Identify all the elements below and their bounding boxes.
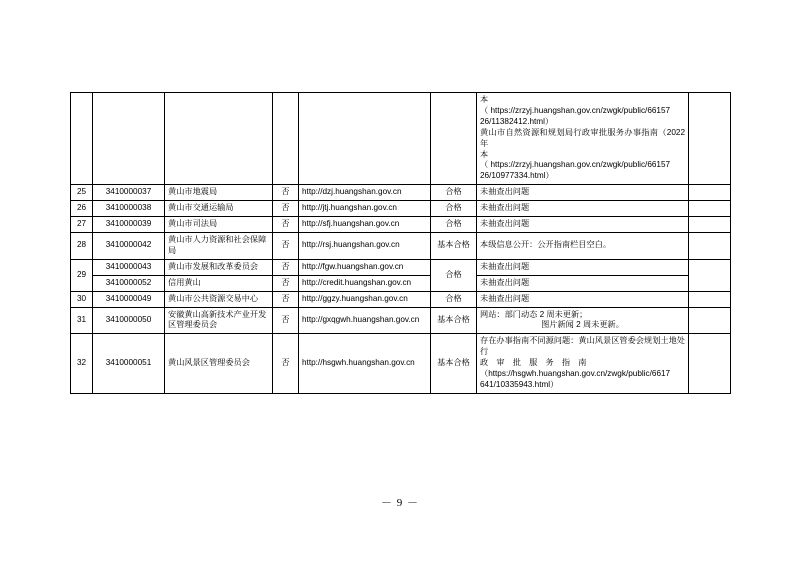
inspection-results-table-wrapper: [70, 92, 730, 394]
cell-last: [689, 232, 731, 259]
cell-note: 未抽查出问题: [477, 201, 689, 217]
cell-result: 基本合格: [431, 232, 477, 259]
cell-org: 黄山市地震局: [165, 185, 273, 201]
cell-flag: 否: [273, 307, 299, 334]
cell-last: [689, 93, 731, 185]
cell-flag: 否: [273, 291, 299, 307]
cell-index: 25: [71, 185, 93, 201]
cell-index: 27: [71, 217, 93, 233]
table-row: [71, 275, 731, 291]
cell-note: 未抽查出问题: [477, 259, 689, 275]
cell-org: 黄山市公共资源交易中心: [165, 291, 273, 307]
cell-flag: [273, 93, 299, 185]
cell-code: 3410000037: [93, 185, 165, 201]
table-row: [71, 334, 731, 394]
cell-last: [689, 259, 731, 291]
cell-url: http://ggzy.huangshan.gov.cn: [299, 291, 431, 307]
cell-result: 合格: [431, 217, 477, 233]
cell-note: 未抽查出问题: [477, 275, 689, 291]
cell-code: 3410000043: [93, 259, 165, 275]
cell-last: [689, 307, 731, 334]
cell-note: 未抽查出问题: [477, 291, 689, 307]
cell-url: http://sfj.huangshan.gov.cn: [299, 217, 431, 233]
cell-flag: 否: [273, 334, 299, 394]
cell-flag: 否: [273, 232, 299, 259]
cell-note: [477, 334, 689, 394]
note-line-3: 26/11382412.html）: [480, 116, 554, 126]
cell-url: http://fgw.huangshan.gov.cn: [299, 259, 431, 275]
cell-last: [689, 291, 731, 307]
cell-url: http://jtj.huangshan.gov.cn: [299, 201, 431, 217]
cell-code: 3410000039: [93, 217, 165, 233]
table-row: [71, 201, 731, 217]
cell-org: 安徽黄山高新技术产业开发区管理委员会: [165, 307, 273, 334]
cell-url: http://dzj.huangshan.gov.cn: [299, 185, 431, 201]
note-line-1: 本: [480, 95, 489, 104]
table-row-continued: [71, 93, 731, 185]
cell-flag: 否: [273, 259, 299, 275]
table-row: [71, 232, 731, 259]
note-line-3: （https://hsgwh.huangshan.gov.cn/zwgk/public/6617: [480, 369, 671, 379]
cell-result: 基本合格: [431, 307, 477, 334]
note-line-1: 存在办事指南不同源问题：黄山风景区管委会规划土地处行: [480, 336, 685, 357]
cell-flag: 否: [273, 275, 299, 291]
cell-note: 未抽查出问题: [477, 185, 689, 201]
note-line-4: 641/10335943.html）: [480, 379, 559, 389]
cell-code: 3410000052: [93, 275, 165, 291]
note-line-2: 图片新闻 2 周未更新。: [541, 320, 624, 330]
cell-index: 32: [71, 334, 93, 394]
cell-index: 29: [71, 259, 93, 291]
cell-org: [165, 93, 273, 185]
inspection-results-table: [70, 92, 731, 394]
note-line-7: 26/10977334.html）: [480, 171, 554, 181]
cell-index: 31: [71, 307, 93, 334]
cell-note: 本级信息公开：公开指南栏目空白。: [477, 232, 689, 259]
cell-code: 3410000050: [93, 307, 165, 334]
cell-flag: 否: [273, 201, 299, 217]
note-line-5: 本: [480, 149, 489, 159]
cell-url: http://gxqgwh.huangshan.gov.cn: [299, 307, 431, 334]
cell-note: [477, 307, 689, 334]
cell-url: http://credit.huangshan.gov.cn: [299, 275, 431, 291]
cell-last: [689, 201, 731, 217]
cell-flag: 否: [273, 185, 299, 201]
table-row: [71, 217, 731, 233]
table-row: [71, 291, 731, 307]
cell-result: [431, 93, 477, 185]
cell-code: 3410000049: [93, 291, 165, 307]
cell-code: 3410000051: [93, 334, 165, 394]
cell-last: [689, 185, 731, 201]
note-line-1: 网站：部门动态 2 周未更新；: [480, 309, 588, 319]
page-number: － 9 －: [381, 497, 419, 509]
cell-org: 黄山市发展和改革委员会: [165, 259, 273, 275]
table-row: [71, 185, 731, 201]
cell-index: 26: [71, 201, 93, 217]
cell-index: [71, 93, 93, 185]
note-line-2: （ https://zrzyj.huangshan.gov.cn/zwgk/public/66157: [480, 105, 671, 115]
note-line-6: （ https://zrzyj.huangshan.gov.cn/zwgk/public/66157: [480, 160, 671, 170]
cell-url: [299, 93, 431, 185]
cell-flag: 否: [273, 217, 299, 233]
cell-last: [689, 217, 731, 233]
cell-result: 合格: [431, 291, 477, 307]
cell-index: 30: [71, 291, 93, 307]
note-line-2: 政 审 批 服 务 指 南: [480, 358, 587, 368]
table-row: [71, 307, 731, 334]
table-row: [71, 259, 731, 275]
cell-code: [93, 93, 165, 185]
cell-org: 黄山市司法局: [165, 217, 273, 233]
cell-note-continued: [477, 93, 689, 185]
cell-code: 3410000038: [93, 201, 165, 217]
cell-last: [689, 334, 731, 394]
cell-result: 基本合格: [431, 334, 477, 394]
cell-url: http://hsgwh.huangshan.gov.cn: [299, 334, 431, 394]
cell-index: 28: [71, 232, 93, 259]
cell-result: 合格: [431, 185, 477, 201]
cell-code: 3410000042: [93, 232, 165, 259]
cell-org: 黄山市人力资源和社会保障局: [165, 232, 273, 259]
cell-note: 未抽查出问题: [477, 217, 689, 233]
cell-result: 合格: [431, 201, 477, 217]
note-line-4: 黄山市自然资源和规划局行政审批服务办事指南（2022 年: [480, 127, 685, 148]
cell-org: 黄山风景区管理委员会: [165, 334, 273, 394]
cell-org: 信用黄山: [165, 275, 273, 291]
cell-result: 合格: [431, 259, 477, 291]
cell-url: http://rsj.huangshan.gov.cn: [299, 232, 431, 259]
cell-org: 黄山市交通运输局: [165, 201, 273, 217]
